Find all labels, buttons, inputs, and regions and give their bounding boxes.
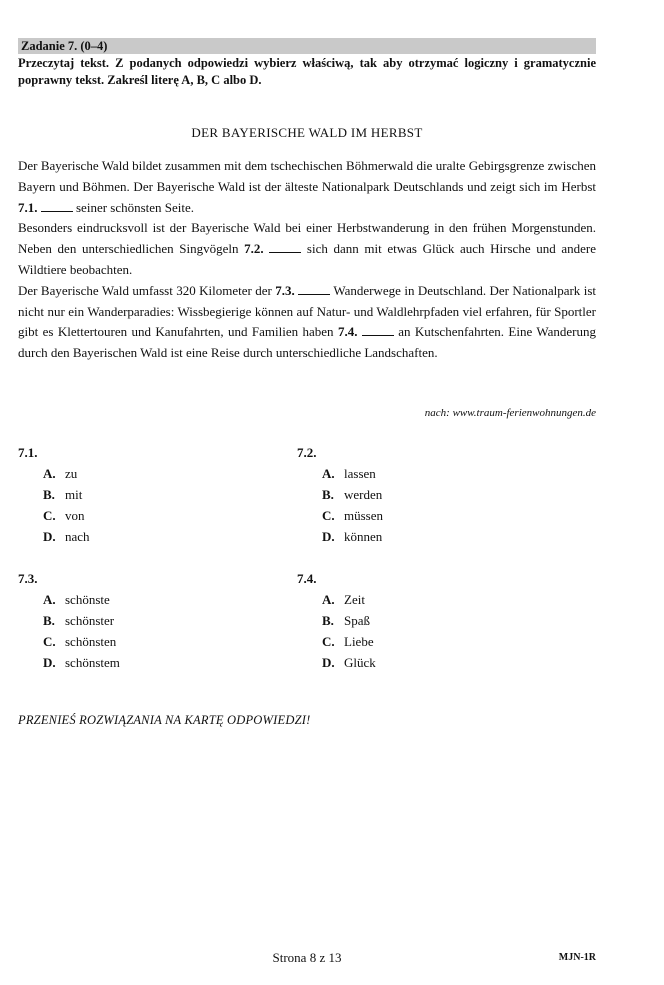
question-7-1 xyxy=(18,443,90,547)
option-text: Zeit xyxy=(344,592,365,607)
gap-blank xyxy=(269,240,301,253)
option-text: werden xyxy=(344,487,383,502)
answer-option[interactable] xyxy=(18,610,120,631)
option-letter: A. xyxy=(322,592,335,607)
option-letter: C. xyxy=(43,508,56,523)
option-text: nach xyxy=(65,529,90,544)
answer-option[interactable] xyxy=(297,610,376,631)
transfer-answers-note: PRZENIEŚ ROZWIĄZANIA NA KARTĘ ODPOWIEDZI! xyxy=(18,713,311,727)
option-text: mit xyxy=(65,487,83,502)
reading-text xyxy=(18,156,596,364)
question-7-4 xyxy=(297,569,376,673)
answer-option[interactable] xyxy=(297,526,383,547)
gap-number: 7.4. xyxy=(337,324,358,340)
answer-option[interactable] xyxy=(18,526,90,547)
option-text: schönster xyxy=(65,613,115,628)
gap-blank xyxy=(41,199,73,212)
option-text: lassen xyxy=(344,466,376,481)
option-text: schönste xyxy=(65,592,110,607)
option-letter: A. xyxy=(322,466,335,481)
task-instruction: Przeczytaj tekst. Z podanych odpowiedzi wybierz właściwą, tak aby otrzymać logiczny i gramatycznie poprawny tekst. Zakreśl literę A, B, C albo D. xyxy=(18,56,596,87)
paragraph-text: Der Bayerische Wald umfasst 320 Kilometer der xyxy=(18,282,276,298)
question-7-2 xyxy=(297,443,383,547)
paragraph-text: an Kutschenfahrten. Eine Wanderung durch den Bayerischen Wald ist eine Reise durch unterschiedliche Landschaften. xyxy=(18,324,596,361)
option-text: von xyxy=(65,508,85,523)
option-letter: B. xyxy=(43,613,55,628)
question-number: 7.2. xyxy=(297,445,317,460)
answer-option[interactable] xyxy=(18,652,120,673)
option-text: Liebe xyxy=(344,634,374,649)
answer-option[interactable] xyxy=(18,589,120,610)
paragraph-text: Der Bayerische Wald bildet zusammen mit dem tschechischen Böhmerwald die uralte Gebirgsgrenze zwischen Bayern und Böhmen. Der Bayerische Wald ist der älteste Nationalpark Deutschlands und zeigt sich im Herbst xyxy=(18,158,596,194)
answer-option[interactable] xyxy=(297,652,376,673)
option-text: Glück xyxy=(344,655,376,670)
option-text: müssen xyxy=(344,508,383,523)
option-letter: A. xyxy=(43,466,56,481)
gap-number: 7.1. xyxy=(18,199,38,215)
option-letter: D. xyxy=(322,655,335,670)
page-number: Strona 8 z 13 xyxy=(272,950,342,965)
option-letter: C. xyxy=(322,634,335,649)
paragraph-text: Wanderwege in Deutschland. Der Nationalpark ist nicht nur ein Wanderparadies: Wissbegierige können auf Natur- und Waldlehrpfaden viel erfahren, für Sportler gibt es Klettertouren und Kanufahrten, und Familien haben xyxy=(18,282,596,340)
exam-code: MJN-1R xyxy=(558,952,596,963)
option-text: schönstem xyxy=(65,655,120,670)
option-text: zu xyxy=(65,466,78,481)
option-letter: C. xyxy=(43,634,56,649)
text-title: DER BAYERISCHE WALD IM HERBST xyxy=(191,125,423,140)
gap-number: 7.2. xyxy=(244,241,264,257)
paragraph-3 xyxy=(18,281,596,364)
option-letter: B. xyxy=(322,487,334,502)
option-letter: A. xyxy=(43,592,56,607)
answer-option[interactable] xyxy=(18,484,90,505)
answer-option[interactable] xyxy=(297,484,383,505)
question-number: 7.4. xyxy=(297,571,317,586)
option-letter: C. xyxy=(322,508,335,523)
paragraph-2 xyxy=(18,218,596,280)
option-letter: D. xyxy=(43,529,56,544)
option-text: schönsten xyxy=(65,634,117,649)
gap-blank xyxy=(298,282,330,295)
source-citation: nach: www.traum-ferienwohnungen.de xyxy=(424,407,596,419)
paragraph-text: sich dann mit etwas Glück auch Hirsche und andere Wildtiere beobachten. xyxy=(18,241,596,277)
option-letter: D. xyxy=(322,529,335,544)
question-7-3 xyxy=(18,569,120,673)
option-letter: B. xyxy=(43,487,55,502)
answer-option[interactable] xyxy=(297,631,376,652)
paragraph-text: seiner schönsten Seite. xyxy=(72,199,195,215)
answer-option[interactable] xyxy=(297,463,383,484)
option-letter: B. xyxy=(322,613,334,628)
question-number: 7.1. xyxy=(18,445,38,460)
option-text: Spaß xyxy=(344,613,370,628)
answer-option[interactable] xyxy=(297,589,376,610)
paragraph-text: Besonders eindrucksvoll ist der Bayerische Wald bei einer Herbstwanderung in den frühen Morgenstunden. Neben den unterschiedlichen Singvögeln xyxy=(18,220,596,257)
gap-blank xyxy=(362,323,394,336)
option-text: können xyxy=(344,529,383,544)
task-header-bar xyxy=(18,38,596,54)
task-title: Zadanie 7. (0–4) xyxy=(21,39,108,53)
answer-option[interactable] xyxy=(297,505,383,526)
question-number: 7.3. xyxy=(18,571,38,586)
gap-number: 7.3. xyxy=(275,282,295,298)
answer-option[interactable] xyxy=(18,631,120,652)
answer-option[interactable] xyxy=(18,505,90,526)
paragraph-1 xyxy=(18,156,596,218)
answer-option[interactable] xyxy=(18,463,90,484)
option-letter: D. xyxy=(43,655,56,670)
